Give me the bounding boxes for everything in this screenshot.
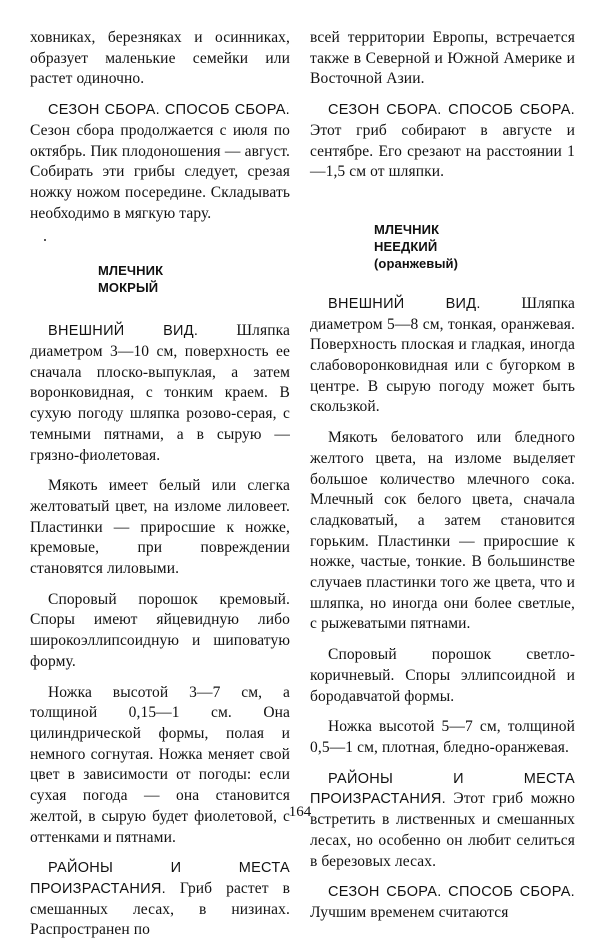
paragraph-appearance <box>30 321 290 466</box>
paragraph-continuation: ховниках, березняках и осинниках, образует маленькие семейки или растет одиночно. <box>30 29 290 88</box>
section-label: СЕЗОН СБОРА. СПОСОБ СБОРА. <box>48 102 290 119</box>
paragraph-appearance <box>310 294 575 418</box>
paragraph-text: Гриб растет в смешанных лесах, в низинах. Распространен по <box>30 879 290 939</box>
paragraph-stem: Ножка высотой 5—7 см, толщиной 0,5—1 см, плотная, бледно-оранжевая. <box>310 718 575 756</box>
paragraph-stem: Ножка высотой 3—7 см, а толщиной 0,15—1 см. Она цилиндрической формы, полая и немного согнутая. Ножка меняет свой цвет в зависимости от погоды: если сухая погода — она становится желтой, в сырую будет фиолетовой, с оттенками и пятнами. <box>30 683 290 846</box>
paragraph-continuation: всей территории Европы, встречается также в Северной и Южной Америке и Восточной Азии. <box>310 29 575 88</box>
paragraph-text: Этот гриб собирают в августе и сентябре. Его срезают на расстоянии 1—1,5 см от шляпки. <box>310 121 575 181</box>
paragraph-harvest-season-2 <box>310 882 575 923</box>
section-label: СЕЗОН СБОРА. СПОСОБ СБОРА. <box>328 102 575 119</box>
paragraph-flesh: Мякоть беловатого или бледного желтого цвета, на изломе выделяет большое количество млечного сока. Млечный сок белого цвета, сначала сладковатый, а затем становится горьким. Пластинки — приросшие к ножке, частые, тонкие. В большинстве случаев пластинки того же цвета, что и шляпка, но иногда они более светлые, с рыжеватыми пятнами. <box>310 429 575 633</box>
species-heading-line2: НЕЕДКИЙ <box>374 238 438 254</box>
paragraph-text: Шляпка диаметром 3—10 см, поверхность ее сначала плоско-выпуклая, а затем воронковидная, с тонким краем. В сухую погоду шляпка розово-серая, с темными пятнами, а в сырую — грязно-фиолетовая. <box>30 322 290 464</box>
species-heading-line2: МОКРЫЙ <box>98 280 159 296</box>
paragraph-text: Шляпка диаметром 5—8 см, тонкая, оранжевая. Поверхность плоская и гладкая, иногда слабоворонковидная или с бугорком в центре. В сырую погоду может быть скользкой. <box>310 294 575 416</box>
section-label: ВНЕШНИЙ ВИД. <box>48 323 199 340</box>
species-heading-line1: МЛЕЧНИК <box>98 263 164 279</box>
print-speck <box>44 239 46 241</box>
section-label: СЕЗОН СБОРА. СПОСОБ СБОРА. <box>328 884 575 901</box>
species-heading-line3: (оранжевый) <box>374 255 459 271</box>
species-heading-line1: МЛЕЧНИК <box>374 221 440 237</box>
paragraph-text: Сезон сбора продолжается с июля по октябрь. Пик плодоношения — август. Собирать эти грибы следует, срезая ножку ножом посередине. Складывать необходимо в мягкую тару. <box>30 121 290 222</box>
paragraph-harvest-season <box>310 100 575 183</box>
paragraph-text: Лучшим временем считаются <box>310 903 509 921</box>
section-label: РАЙОНЫ И МЕСТА ПРОИЗРАСТАНИЯ. <box>30 860 290 897</box>
paragraph-spores: Споровый порошок светло-коричневый. Споры эллипсоидной и бородавчатой формы. <box>310 646 575 705</box>
page-number: 164 <box>288 804 312 820</box>
section-label: РАЙОНЫ И МЕСТА ПРОИЗРАСТАНИЯ. <box>310 770 575 808</box>
right-column <box>310 28 575 924</box>
paragraph-spores: Споровый порошок кремовый. Споры имеют яйцевидную либо широкоэллипсоидную и шиповатую форму. <box>30 590 290 670</box>
section-label: ВНЕШНИЙ ВИД. <box>328 295 481 312</box>
paragraph-flesh: Мякоть имеет белый или слегка желтоватый цвет, на изломе лиловеет. Пластинки — приросшие к ножке, кремовые, при повреждении становятся лиловыми. <box>30 477 290 578</box>
species-heading <box>30 262 290 296</box>
paragraph-habitat <box>30 858 290 941</box>
species-heading <box>310 221 575 272</box>
paragraph-harvest-season <box>30 100 290 224</box>
paragraph-text: Этот гриб можно встретить в лиственных и смешанных лесах, но особенно он любит селиться в березовых лесах. <box>310 790 575 870</box>
